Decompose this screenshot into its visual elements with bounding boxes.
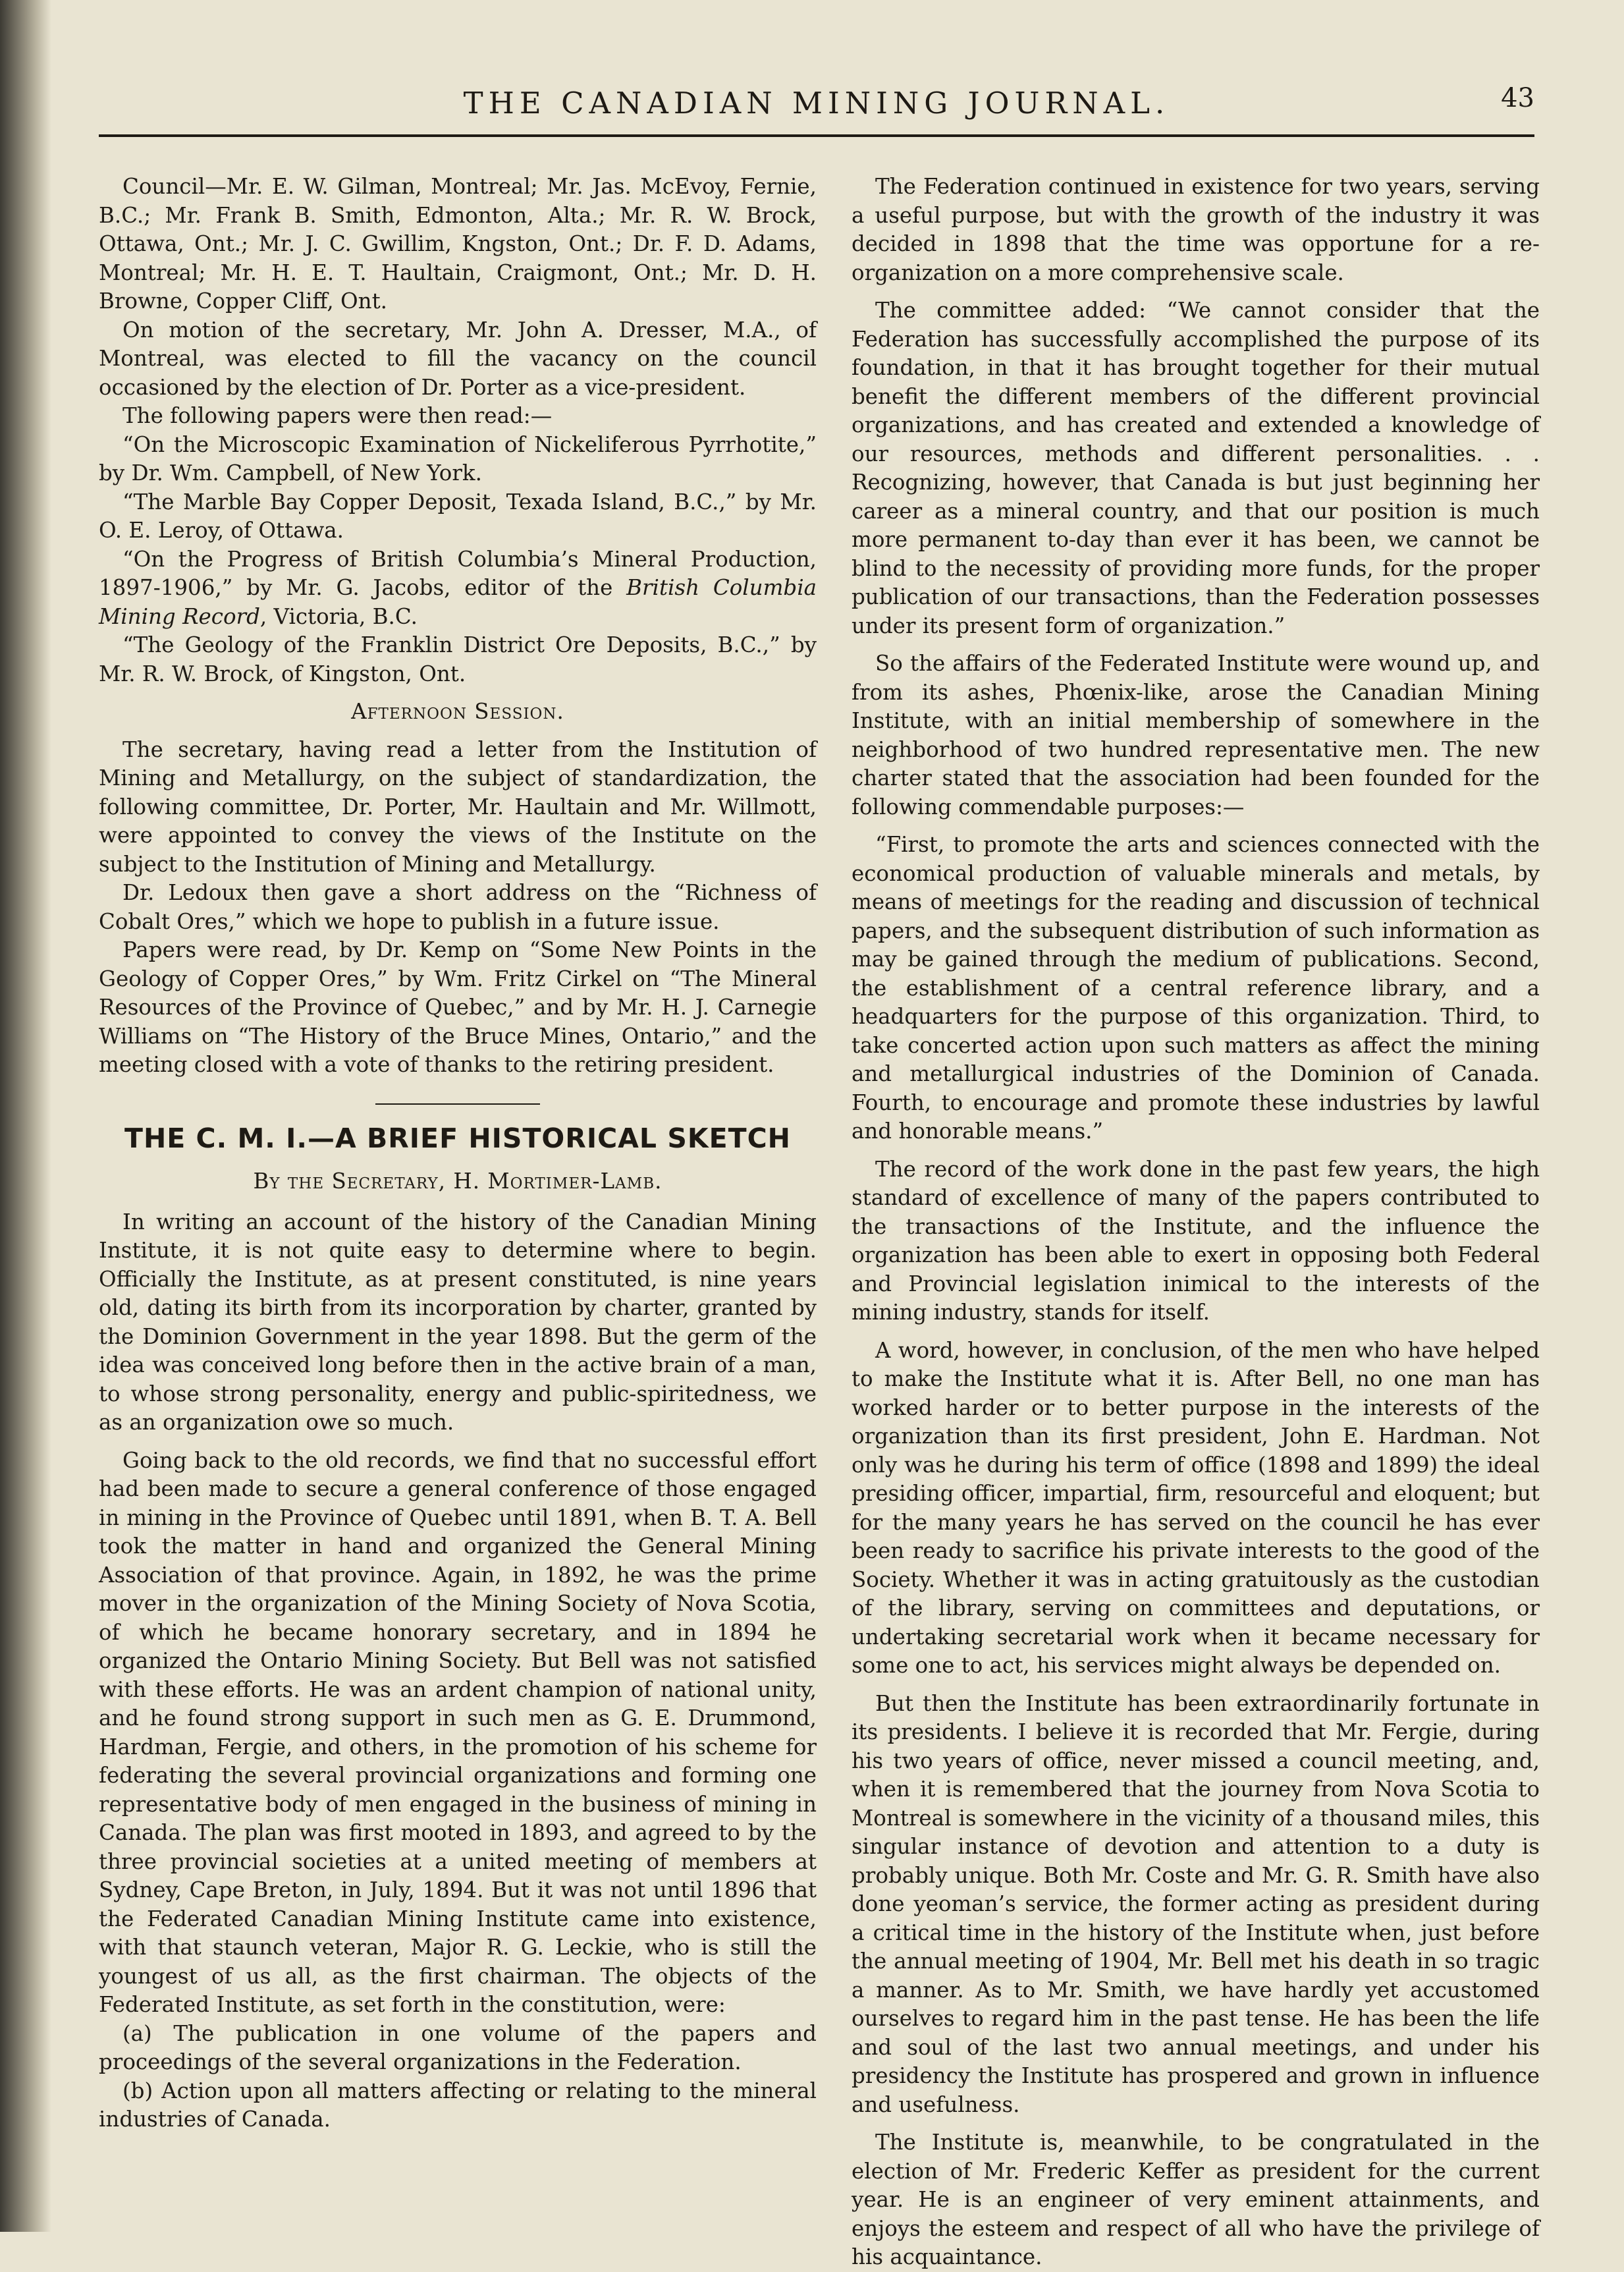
paper-item: “The Geology of the Franklin District Ore Deposits, B.C.,” by Mr. R. W. Brock, of Kingston, Ont. (99, 632, 817, 686)
papers-intro: The following papers were then read:— (122, 403, 553, 428)
afternoon-paragraph: The secretary, having read a letter from the Institution of Mining and Metallurgy, on the subject of standardization, the following committee, Dr. Porter, Mr. Haultain and Mr. Willmott, were appointed to convey the views of the Institute on the subject to the Institution of Mining and Metallurgy. (99, 736, 817, 877)
body-paragraph: The committee added: “We cannot consider that the Federation has successfully accomplished the purpose of its foundation, in that it has brought together for their mutual benefit the different members of the different provincial organizations, and has created and extended a knowledge of our resources, methods and different personalities. . . Recognizing, however, that Canada is but just beginning her career as a mineral country, and that our position is much more permanent to-day than ever it has been, we cannot be blind to the necessity of providing more funds, for the proper publication of our transactions, than the Federation possesses under its present form of organization.” (852, 298, 1540, 638)
motion-paragraph: On motion of the secretary, Mr. John A. Dresser, M.A., of Montreal, was elected to fill the vacancy on the council occasioned by the election of Dr. Porter as a vice-president. (99, 317, 817, 400)
paper-text: , Victoria, B.C. (259, 603, 418, 629)
afternoon-session-heading: Afternoon Session. (351, 699, 564, 724)
history-paragraph: In writing an account of the history of the Canadian Mining Institute, it is not quite easy to determine where to begin. Officially the Institute, as at present constituted, is nine years old, dating its birth from its incorporation by charter, granted by the Dominion Government in the year 1898. But the germ of the idea was conceived long before then in the active brain of a man, to whose strong personality, energy and public-spiritedness, we as an organization owe so much. (99, 1209, 817, 1435)
article-headline: THE C. M. I.—A BRIEF HISTORICAL SKETCH (124, 1122, 791, 1154)
body-paragraph: A word, however, in conclusion, of the men who have helped to make the Institute what it is. After Bell, no one man has worked harder or to better purpose in the interests of the organization than its first president, John E. Hardman. Not only was he during his term of office (1898 and 1899) the ideal presiding officer, impartial, firm, resourceful and eloquent; but for the many years he has served on the council he has ever been ready to sacrifice his private interests to the good of the Society. Whether it was in acting gratuitously as the custodian of the library, serving on committees and deputations, or undertaking secretarial work when it became necessary for some one to act, his services might always be depended on. (852, 1337, 1540, 1678)
charter-quote: “First, to promote the arts and sciences connected with the economical production of valuable minerals and metals, by means of meetings for the reading and discussion of technical papers, and the subsequent distribution of such information as may be gained through the medium of publications. Second, the establishment of a central reference library, and a headquarters for the purpose of this organization. Third, to take concerted action upon such matters as affect the mining and metallurgical industries of the Dominion of Canada. Fourth, to encourage and promote these industries by lawful and honorable means.” (852, 832, 1540, 1144)
paper-item: “The Marble Bay Copper Deposit, Texada Island, B.C.,” by Mr. O. E. Leroy, of Ottawa. (99, 489, 817, 543)
body-paragraph: But then the Institute has been extraordinarily fortunate in its presidents. I believe it is recorded that Mr. Fergie, during his two years of office, never missed a council meeting, and, when it is remembered that the journey from Nova Scotia to Montreal is somewhere in the vicinity of a thousand miles, this singular instance of devotion and attention to a duty is probably unique. Both Mr. Coste and Mr. G. R. Smith have also done yeoman’s service, the former acting as president during a critical time in the history of the Institute when, just before the annual meeting of 1904, Mr. Bell met his death in so tragic a manner. As to Mr. Smith, we have hardly yet accustomed ourselves to regard him in the past tense. He has been the life and soul of the last two annual meetings, and under his presidency the Institute has prospered and grown in influence and usefulness. (852, 1690, 1540, 2117)
history-paragraph: Going back to the old records, we find that no successful effort had been made to secure a general conference of those engaged in mining in the Province of Quebec until 1891, when B. T. A. Bell took the matter in hand and organized the General Mining Association of that province. Again, in 1892, he was the prime mover in the organization of the Mining Society of Nova Scotia, of which he became honorary secretary, and in 1894 he organized the Ontario Mining Society. But Bell was not satisfied with these efforts. He was an ardent champion of national unity, and he found strong support in such men as G. E. Drummond, Hardman, Fergie, and others, in the promotion of his scheme for federating the several provincial organizations and forming one representative body of men engaged in the business of mining in Canada. The plan was first mooted in 1893, and agreed to by the three provincial societies at a united meeting of members at Sydney, Cape Breton, in July, 1894. But it was not until 1896 that the Federated Canadian Mining Institute came into existence, with that staunch veteran, Major R. G. Leckie, who is still the youngest of us all, as the first chairman. The objects of the Federated Institute, as set forth in the constitution, were: (99, 1447, 817, 2017)
publication-title: British Columbia Mining Record (99, 575, 817, 629)
left-column (99, 173, 817, 2134)
objects-item: (b) Action upon all matters affecting or relating to the mineral industries of Canada. (99, 2078, 817, 2132)
paper-item (99, 545, 817, 632)
right-column (852, 173, 1540, 2272)
page-number: 43 (1501, 83, 1534, 113)
body-paragraph: The record of the work done in the past few years, the high standard of excellence of many of the papers contributed to the transactions of the Institute, and the influence the organization has been able to exert in opposing both Federal and Provincial legislation inimical to the interests of the mining industry, stands for itself. (852, 1156, 1540, 1325)
section-separator (375, 1103, 540, 1105)
paper-item: “On the Microscopic Examination of Nickeliferous Pyrrhotite,” by Dr. Wm. Campbell, of New York. (99, 431, 817, 485)
body-paragraph: The Federation continued in existence for two years, serving a useful purpose, but with the growth of the industry it was decided in 1898 that the time was opportune for a re-organization on a more comprehensive scale. (852, 174, 1540, 285)
page-header (99, 83, 1534, 145)
paper-text: “On the Progress of British Columbia’s Mineral Production, 1897-1906,” by Mr. G. Jacobs, editor of the (99, 546, 817, 600)
header-rule (99, 134, 1534, 137)
afternoon-paragraph: Papers were read, by Dr. Kemp on “Some New Points in the Geology of Copper Ores,” by Wm. Fritz Cirkel on “The Mineral Resources of the Province of Quebec,” and by Mr. H. J. Carnegie Williams on “The History of the Bruce Mines, Ontario,” and the meeting closed with a vote of thanks to the retiring president. (99, 937, 817, 1077)
council-paragraph: Council—Mr. E. W. Gilman, Montreal; Mr. Jas. McEvoy, Fernie, B.C.; Mr. Frank B. Smith, Edmonton, Alta.; Mr. R. W. Brock, Ottawa, Ont.; Mr. J. C. Gwillim, Kngston, Ont.; Dr. F. D. Adams, Montreal; Mr. H. E. T. Haultain, Craigmont, Ont.; Mr. D. H. Browne, Copper Cliff, Ont. (99, 174, 817, 314)
objects-item: (a) The publication in one volume of the papers and proceedings of the several organizations in the Federation. (99, 2020, 817, 2074)
article-byline: By the Secretary, H. Mortimer-Lamb. (253, 1169, 663, 1194)
journal-title: THE CANADIAN MINING JOURNAL. (463, 86, 1170, 121)
body-paragraph: The Institute is, meanwhile, to be congratulated in the election of Mr. Frederic Keffer as president for the current year. He is an engineer of very eminent attainments, and enjoys the esteem and respect of all who have the privilege of his acquaintance. (852, 2130, 1540, 2269)
page-binding-shadow (0, 0, 51, 2232)
body-paragraph: So the affairs of the Federated Institute were wound up, and from its ashes, Phœnix-like, arose the Canadian Mining Institute, with an initial membership of somewhere in the neighborhood of two hundred representative men. The new charter stated that the association had been founded for the following commendable purposes:— (852, 651, 1540, 819)
afternoon-paragraph: Dr. Ledoux then gave a short address on the “Richness of Cobalt Ores,” which we hope to publish in a future issue. (99, 880, 817, 934)
